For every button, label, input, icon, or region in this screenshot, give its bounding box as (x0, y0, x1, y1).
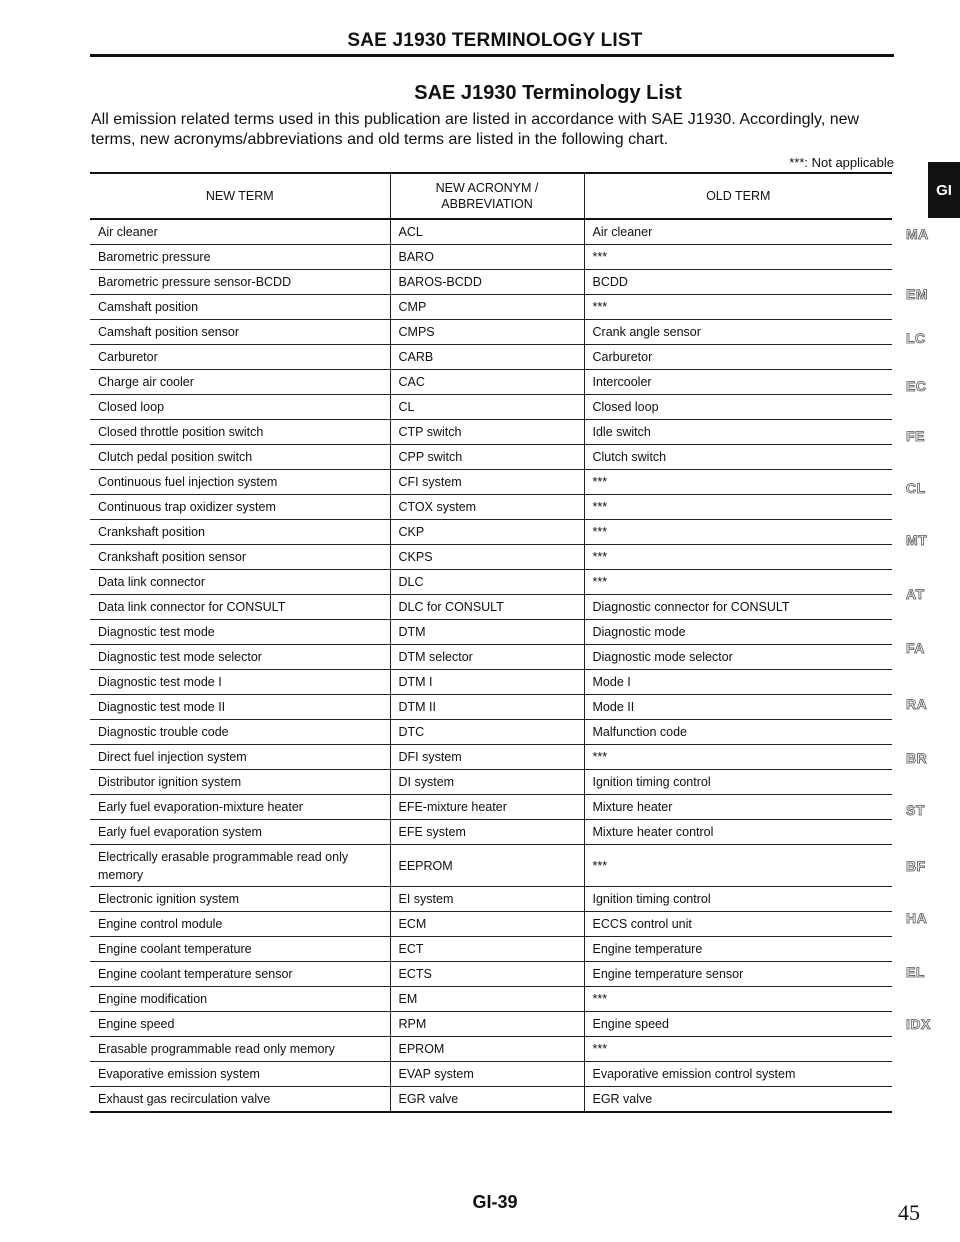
page-number: 45 (898, 1200, 920, 1225)
side-tab-cl[interactable]: CL (906, 480, 926, 496)
table-row (90, 320, 892, 345)
table-row (90, 695, 892, 720)
side-tab-mt[interactable]: MT (906, 532, 928, 548)
old-term-cell: Diagnostic mode selector (584, 645, 892, 670)
table-row (90, 420, 892, 445)
new-term-cell: Data link connector for CONSULT (90, 595, 390, 620)
table-row (90, 820, 892, 845)
old-term-cell: *** (584, 495, 892, 520)
table-row (90, 937, 892, 962)
new-term-cell: Closed loop (90, 395, 390, 420)
side-tab-bf[interactable]: BF (906, 858, 926, 874)
new-term-cell: Engine speed (90, 1012, 390, 1037)
table-row (90, 545, 892, 570)
old-term-cell: Crank angle sensor (584, 320, 892, 345)
table-row (90, 495, 892, 520)
old-term-cell: *** (584, 520, 892, 545)
acronym-cell: CL (390, 395, 584, 420)
table-row (90, 770, 892, 795)
new-term-cell: Barometric pressure sensor-BCDD (90, 270, 390, 295)
old-term-cell: *** (584, 987, 892, 1012)
new-term-cell: Crankshaft position sensor (90, 545, 390, 570)
acronym-cell: CTP switch (390, 420, 584, 445)
side-tab-el[interactable]: EL (906, 964, 925, 980)
old-term-cell: Ignition timing control (584, 887, 892, 912)
new-term-cell: Engine coolant temperature sensor (90, 962, 390, 987)
new-term-cell: Closed throttle position switch (90, 420, 390, 445)
new-term-cell: Diagnostic test mode selector (90, 645, 390, 670)
acronym-cell: EFE-mixture heater (390, 795, 584, 820)
new-term-cell: Distributor ignition system (90, 770, 390, 795)
new-term-cell: Engine modification (90, 987, 390, 1012)
old-term-cell: ECCS control unit (584, 912, 892, 937)
new-term-cell: Continuous trap oxidizer system (90, 495, 390, 520)
old-term-cell: *** (584, 570, 892, 595)
side-tab-em[interactable]: EM (906, 286, 928, 302)
new-term-cell: Engine coolant temperature (90, 937, 390, 962)
old-term-cell: *** (584, 545, 892, 570)
table-row (90, 570, 892, 595)
old-term-cell: *** (584, 470, 892, 495)
document-title: SAE J1930 Terminology List (414, 82, 682, 104)
acronym-cell: ACL (390, 219, 584, 245)
acronym-cell: DTM I (390, 670, 584, 695)
side-tab-ra[interactable]: RA (906, 696, 928, 712)
old-term-cell: Engine temperature (584, 937, 892, 962)
acronym-cell: DTM (390, 620, 584, 645)
acronym-cell: DTC (390, 720, 584, 745)
acronym-cell: CMP (390, 295, 584, 320)
acronym-cell: ECM (390, 912, 584, 937)
acronym-cell: DLC (390, 570, 584, 595)
old-term-cell: Ignition timing control (584, 770, 892, 795)
old-term-cell: Engine speed (584, 1012, 892, 1037)
new-term-cell: Direct fuel injection system (90, 745, 390, 770)
table-header-row (90, 173, 892, 219)
table-body (90, 219, 892, 1112)
side-tab-fe[interactable]: FE (906, 428, 925, 444)
acronym-cell: EI system (390, 887, 584, 912)
new-term-cell: Air cleaner (90, 219, 390, 245)
intro-paragraph: All emission related terms used in this publication are listed in accordance with SAE J1930. Accordingly, new terms, new acronyms/abbreviations and old terms are listed in the following chart. (91, 111, 860, 148)
acronym-cell: CPP switch (390, 445, 584, 470)
table-row (90, 219, 892, 245)
header-old-term: OLD TERM (584, 173, 892, 219)
old-term-cell: *** (584, 1037, 892, 1062)
acronym-cell: DFI system (390, 745, 584, 770)
not-applicable-note: ***: Not applicable (789, 155, 894, 170)
header-rule (90, 54, 894, 57)
old-term-cell: *** (584, 745, 892, 770)
side-tab-br[interactable]: BR (906, 750, 928, 766)
header-new-acronym: NEW ACRONYM / ABBREVIATION (390, 173, 584, 219)
table-row (90, 595, 892, 620)
page-label: GI-39 (472, 1192, 518, 1212)
acronym-cell: BAROS-BCDD (390, 270, 584, 295)
terminology-table (90, 172, 892, 1113)
table-row (90, 370, 892, 395)
side-tab-st[interactable]: ST (906, 802, 925, 818)
acronym-cell: EEPROM (390, 845, 584, 887)
new-term-cell: Data link connector (90, 570, 390, 595)
table-row (90, 270, 892, 295)
old-term-cell: Diagnostic connector for CONSULT (584, 595, 892, 620)
new-term-cell: Erasable programmable read only memory (90, 1037, 390, 1062)
old-term-cell: Carburetor (584, 345, 892, 370)
new-term-cell: Carburetor (90, 345, 390, 370)
table-row (90, 395, 892, 420)
table-row (90, 720, 892, 745)
acronym-cell: DTM II (390, 695, 584, 720)
table-row (90, 912, 892, 937)
table-row (90, 620, 892, 645)
old-term-cell: Malfunction code (584, 720, 892, 745)
table-row (90, 1062, 892, 1087)
old-term-cell: *** (584, 245, 892, 270)
running-header-title: SAE J1930 TERMINOLOGY LIST (347, 30, 643, 51)
table-row (90, 645, 892, 670)
old-term-cell: Diagnostic mode (584, 620, 892, 645)
side-tab-ec[interactable]: EC (906, 378, 927, 394)
old-term-cell: Idle switch (584, 420, 892, 445)
old-term-cell: Engine temperature sensor (584, 962, 892, 987)
old-term-cell: Mode II (584, 695, 892, 720)
old-term-cell: Evaporative emission control system (584, 1062, 892, 1087)
side-tab-ma[interactable]: MA (906, 226, 929, 242)
new-term-cell: Crankshaft position (90, 520, 390, 545)
table-row (90, 245, 892, 270)
new-term-cell: Camshaft position (90, 295, 390, 320)
old-term-cell: Mixture heater control (584, 820, 892, 845)
table-row (90, 845, 892, 887)
acronym-cell: EFE system (390, 820, 584, 845)
acronym-cell: DI system (390, 770, 584, 795)
new-term-cell: Diagnostic test mode I (90, 670, 390, 695)
acronym-cell: CTOX system (390, 495, 584, 520)
side-tab-idx[interactable]: IDX (906, 1016, 931, 1032)
new-term-cell: Electrically erasable programmable read only memory (90, 845, 390, 887)
acronym-cell: CKP (390, 520, 584, 545)
table-row (90, 1087, 892, 1113)
new-term-cell: Electronic ignition system (90, 887, 390, 912)
table-row (90, 345, 892, 370)
old-term-cell: Mixture heater (584, 795, 892, 820)
side-tab-at[interactable]: AT (906, 586, 925, 602)
acronym-cell: ECTS (390, 962, 584, 987)
old-term-cell: Intercooler (584, 370, 892, 395)
table-row (90, 470, 892, 495)
acronym-cell: CKPS (390, 545, 584, 570)
table-row (90, 1012, 892, 1037)
new-term-cell: Exhaust gas recirculation valve (90, 1087, 390, 1113)
acronym-cell: CAC (390, 370, 584, 395)
acronym-cell: EPROM (390, 1037, 584, 1062)
old-term-cell: BCDD (584, 270, 892, 295)
old-term-cell: Air cleaner (584, 219, 892, 245)
new-term-cell: Barometric pressure (90, 245, 390, 270)
table-row (90, 670, 892, 695)
new-term-cell: Continuous fuel injection system (90, 470, 390, 495)
side-tab-ha[interactable]: HA (906, 910, 928, 926)
new-term-cell: Diagnostic test mode (90, 620, 390, 645)
header-new-term: NEW TERM (90, 173, 390, 219)
table-row (90, 962, 892, 987)
table-row (90, 795, 892, 820)
new-term-cell: Engine control module (90, 912, 390, 937)
acronym-cell: EGR valve (390, 1087, 584, 1113)
old-term-cell: *** (584, 845, 892, 887)
acronym-cell: BARO (390, 245, 584, 270)
new-term-cell: Diagnostic test mode II (90, 695, 390, 720)
acronym-cell: ECT (390, 937, 584, 962)
acronym-cell: DTM selector (390, 645, 584, 670)
new-term-cell: Early fuel evaporation-mixture heater (90, 795, 390, 820)
side-tab-fa[interactable]: FA (906, 640, 925, 656)
old-term-cell: Mode I (584, 670, 892, 695)
table-row (90, 445, 892, 470)
acronym-cell: CARB (390, 345, 584, 370)
old-term-cell: Clutch switch (584, 445, 892, 470)
table-row (90, 745, 892, 770)
acronym-cell: CFI system (390, 470, 584, 495)
new-term-cell: Diagnostic trouble code (90, 720, 390, 745)
acronym-cell: RPM (390, 1012, 584, 1037)
new-term-cell: Camshaft position sensor (90, 320, 390, 345)
new-term-cell: Charge air cooler (90, 370, 390, 395)
new-term-cell: Evaporative emission system (90, 1062, 390, 1087)
table-row (90, 1037, 892, 1062)
acronym-cell: EVAP system (390, 1062, 584, 1087)
old-term-cell: EGR valve (584, 1087, 892, 1113)
side-tab-lc[interactable]: LC (906, 330, 926, 346)
table-row (90, 295, 892, 320)
side-tab-gi[interactable]: GI (928, 162, 960, 218)
new-term-cell: Early fuel evaporation system (90, 820, 390, 845)
table-row (90, 520, 892, 545)
old-term-cell: *** (584, 295, 892, 320)
acronym-cell: CMPS (390, 320, 584, 345)
new-term-cell: Clutch pedal position switch (90, 445, 390, 470)
acronym-cell: EM (390, 987, 584, 1012)
table-row (90, 987, 892, 1012)
acronym-cell: DLC for CONSULT (390, 595, 584, 620)
old-term-cell: Closed loop (584, 395, 892, 420)
table-row (90, 887, 892, 912)
